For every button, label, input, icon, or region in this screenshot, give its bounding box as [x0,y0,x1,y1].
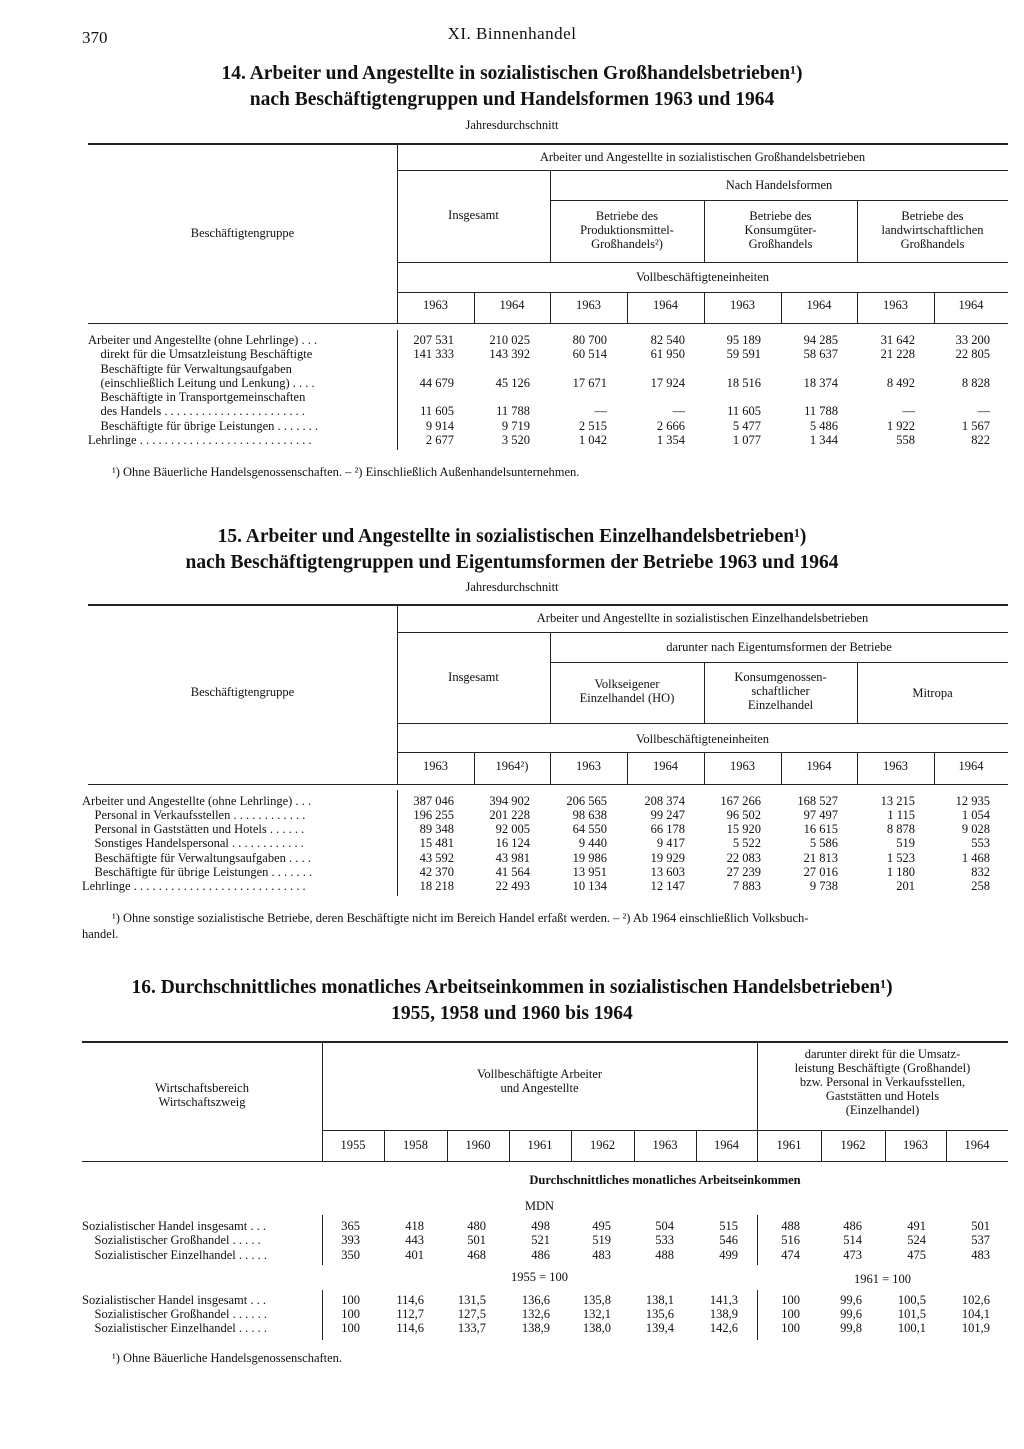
table-cell: 537 [971,1233,990,1247]
table-cell: 99,8 [840,1321,862,1335]
table-cell: 19 986 [572,851,607,865]
year-header: 1963 [903,1138,928,1152]
table-cell: 524 [907,1233,926,1247]
table-cell: — [977,404,990,418]
table-cell: 519 [592,1233,611,1247]
table-cell: 112,7 [396,1307,424,1321]
table-cell: 8 878 [886,822,915,836]
t15-col-konsum: Konsumgenossen- schaftlicher Einzelhandel [734,670,827,712]
year-header: 1961 [776,1138,802,1152]
year-header: 1960 [465,1138,491,1152]
row-label: Sozialistischer Großhandel . . . . . . [82,1307,268,1321]
table-cell: 486 [843,1219,862,1233]
column-rule [447,1130,448,1161]
table-cell: 16 615 [803,822,838,836]
table-cell: — [594,404,607,418]
table-cell: 401 [405,1248,424,1262]
table-cell: 3 520 [501,433,530,447]
t15-col-ho: Volkseigener Einzelhandel (HO) [579,677,675,705]
table-cell: 33 200 [955,333,990,347]
t15-stub-heading: Beschäftigtengruppe [190,685,295,699]
t14-rule [88,323,1008,324]
t14-rule [550,200,1008,201]
table-cell: 207 531 [413,333,454,347]
t16-title-line1: 16. Durchschnittliches monatliches Arbeitseinkommen in sozialistischen Handelsbetrieben¹) [131,977,893,998]
table-cell: 201 228 [489,808,530,822]
table-cell: 100 [341,1293,360,1307]
table-cell: 488 [781,1219,800,1233]
t15-footnote-line1: ¹) Ohne sonstige sozialistische Betriebe, deren Beschäftigte nicht im Bereich Handel erfaßt werden. – ²) Ab 1964 einschließlich Volksbuch- [112,911,809,925]
column-rule [571,1130,572,1161]
year-header: 1963 [883,759,908,773]
t14-rule [397,292,1008,293]
table-cell: 486 [531,1248,550,1262]
year-header: 1964 [964,1138,990,1152]
t16-stub-heading: Wirtschaftsbereich Wirtschaftszweig [155,1081,249,1109]
t15-rule [88,784,1008,785]
table-cell: 558 [896,433,915,447]
column-rule [627,752,628,784]
table-cell: 19 929 [650,851,685,865]
t15-insgesamt-heading: Insgesamt [448,670,499,684]
table-cell: 2 666 [656,419,685,433]
column-rule [934,292,935,323]
column-rule [384,1130,385,1161]
column-rule [704,292,705,323]
table-cell: 138,1 [645,1293,674,1307]
table-cell: 138,0 [582,1321,611,1335]
t16-rule [322,1130,1008,1131]
t14-col-produktionsmittel: Betriebe des Produktionsmittel- Großhandels²) [580,209,674,251]
column-rule [474,752,475,784]
t14-insgesamt-heading: Insgesamt [448,208,499,222]
table-cell: 350 [341,1248,360,1262]
table-cell: 141 333 [413,347,454,361]
table-cell: 133,7 [457,1321,486,1335]
t14-nach-heading: Nach Handelsformen [725,178,833,192]
row-label: Beschäftigte für Verwaltungsaufgaben . . . . [82,851,311,865]
row-label: (einschließlich Leitung und Lenkung) . . . . [88,376,315,390]
table-cell: 143 392 [489,347,530,361]
table-cell: 92 005 [495,822,530,836]
table-cell: 99 247 [650,808,685,822]
column-rule [634,1130,635,1161]
table-cell: 131,5 [457,1293,486,1307]
table-cell: 12 935 [955,794,990,808]
t15-stub-rule [397,604,398,784]
column-rule [857,292,858,323]
t15-unit: Vollbeschäftigteneinheiten [635,732,770,746]
table-cell: 99,6 [840,1307,862,1321]
table-cell: 15 481 [419,836,454,850]
table-cell: 488 [655,1248,674,1262]
year-header: 1963 [576,759,601,773]
table-cell: 1 468 [961,851,990,865]
table-cell: 59 591 [726,347,761,361]
t16-title-line2: 1955, 1958 und 1960 bis 1964 [391,1003,633,1024]
table-cell: 97 497 [803,808,838,822]
table-cell: 2 677 [425,433,454,447]
table-cell: 100,5 [897,1293,926,1307]
year-header: 1964 [806,759,832,773]
table-cell: 18 218 [419,879,454,893]
table-cell: 17 924 [650,376,685,390]
t15-subtitle: Jahresdurchschnitt [465,580,559,594]
year-header: 1964 [958,298,984,312]
row-label: Personal in Verkaufsstellen . . . . . . . . . . . . [82,808,306,822]
table-cell: 1 054 [961,808,990,822]
table-cell: 498 [531,1219,550,1233]
year-header: 1964 [653,298,678,312]
year-header: 1964 [653,759,678,773]
t14-top-rule [88,143,1008,145]
t15-top-heading: Arbeiter und Angestellte in sozialistischen Einzelhandelsbetrieben [536,611,869,625]
table-cell: 100 [341,1321,360,1335]
year-header: 1962 [840,1138,866,1152]
table-cell: 58 637 [803,347,838,361]
table-cell: 473 [843,1248,862,1262]
t14-rule [397,170,1008,171]
table-cell: 27 239 [726,865,761,879]
table-cell: 387 046 [413,794,454,808]
table-cell: 521 [531,1233,550,1247]
column-rule [704,752,705,784]
table-cell: 60 514 [572,347,607,361]
table-cell: 206 565 [566,794,607,808]
table-cell: 5 586 [809,836,838,850]
table-cell: 5 477 [732,419,761,433]
t14-col-landwirtschaft: Betriebe des landwirtschaftlichen Großhandels [881,209,984,251]
table-cell: 13 603 [650,865,685,879]
year-header: 1963 [883,298,908,312]
column-rule [946,1130,947,1161]
running-head: XI. Binnenhandel [447,24,577,43]
column-rule [821,1130,822,1161]
row-label: Sonstiges Handelspersonal . . . . . . . . . . . . [82,836,304,850]
table-cell: 9 417 [656,836,685,850]
table-cell: 43 981 [495,851,530,865]
table-cell: 94 285 [803,333,838,347]
column-rule [757,1130,758,1161]
year-header: 1963 [576,298,601,312]
column-rule [781,752,782,784]
table-cell: 13 951 [572,865,607,879]
table-cell: 89 348 [419,822,454,836]
table-cell: 519 [896,836,915,850]
year-header: 1963 [730,298,755,312]
t15-top-rule [88,604,1008,606]
table-cell: 196 255 [413,808,454,822]
year-header: 1962 [590,1138,615,1152]
t15-rule [397,632,1008,633]
table-cell: 201 [896,879,915,893]
row-label: direkt für die Umsatzleistung Beschäftigte [88,347,313,361]
table-cell: 127,5 [457,1307,486,1321]
table-cell: 114,6 [396,1321,424,1335]
table-cell: 533 [655,1233,674,1247]
table-cell: 210 025 [489,333,530,347]
table-cell: 418 [405,1219,424,1233]
table-cell: 1 567 [961,419,990,433]
table-cell: 474 [781,1248,800,1262]
column-rule [857,752,858,784]
row-label: Sozialistischer Einzelhandel . . . . . [82,1321,268,1335]
page-number: 370 [82,28,108,47]
t15-darunter-heading: darunter nach Eigentumsformen der Betriebe [666,640,892,654]
year-header: 1964 [714,1138,739,1152]
table-cell: 501 [971,1219,990,1233]
table-cell: 501 [467,1233,486,1247]
table-cell: 480 [467,1219,486,1233]
year-header: 1964²) [495,759,529,773]
table-cell: 365 [341,1219,360,1233]
row-label: Beschäftigte in Transportgemeinschaften [88,390,306,404]
table-cell: 1 180 [886,865,915,879]
table-cell: 142,6 [709,1321,738,1335]
table-cell: 27 016 [803,865,838,879]
column-rule [550,752,551,784]
t15-rule [550,662,1008,663]
table-cell: 100,1 [897,1321,926,1335]
table-cell: 515 [719,1219,738,1233]
row-label: Arbeiter und Angestellte (ohne Lehrlinge) . . . [88,333,318,347]
row-label: Beschäftigte für übrige Leistungen . . . . . . . [88,419,319,433]
table-cell: 61 950 [650,347,685,361]
table-cell: 139,4 [645,1321,674,1335]
column-rule [509,1130,510,1161]
table-cell: 21 228 [880,347,915,361]
table-cell: 21 813 [803,851,838,865]
year-header: 1963 [730,759,755,773]
year-header: 1964 [958,759,984,773]
table-cell: 1 922 [886,419,915,433]
row-label: Beschäftigte für Verwaltungsaufgaben [88,362,292,376]
table-cell: 7 883 [732,879,761,893]
table-cell: 96 502 [726,808,761,822]
table-cell: 11 788 [496,404,530,418]
column-rule [550,292,551,323]
t16-rule [82,1161,1008,1162]
table-cell: 101,9 [961,1321,990,1335]
t14-subtitle: Jahresdurchschnitt [465,118,559,132]
table-cell: 136,6 [521,1293,550,1307]
column-rule [934,752,935,784]
table-cell: 13 215 [880,794,915,808]
year-header: 1964 [499,298,525,312]
row-label: Sozialistischer Handel insgesamt . . . [82,1219,266,1233]
table-cell: 135,6 [645,1307,674,1321]
table-cell: 514 [843,1233,862,1247]
table-cell: 104,1 [961,1307,990,1321]
table-cell: 2 515 [578,419,607,433]
t14-title-line2: nach Beschäftigtengruppen und Handelsformen 1963 und 1964 [249,89,775,110]
table-cell: 132,1 [582,1307,611,1321]
t16-footnote: ¹) Ohne Bäuerliche Handelsgenossenschaften. [112,1351,343,1365]
table-cell: 100 [341,1307,360,1321]
table-cell: 135,8 [582,1293,611,1307]
table-cell: 95 189 [726,333,761,347]
table-cell: 499 [719,1248,738,1262]
table-cell: 553 [971,836,990,850]
t15-rule [397,723,1008,724]
table-cell: 475 [907,1248,926,1262]
table-cell: 822 [971,433,990,447]
t16-base-right: 1961 = 100 [853,1272,912,1286]
table-cell: 258 [971,879,990,893]
year-header: 1961 [527,1138,553,1152]
table-cell: — [672,404,685,418]
t14-rule [397,262,1008,263]
table-cell: 9 719 [501,419,530,433]
table-cell: 99,6 [840,1293,862,1307]
table-cell: 9 738 [809,879,838,893]
table-cell: 491 [907,1219,926,1233]
table-cell: 44 679 [419,376,454,390]
table-cell: 18 374 [803,376,838,390]
table-cell: 98 638 [572,808,607,822]
column-rule [474,292,475,323]
table-cell: 8 492 [886,376,915,390]
table-cell: 167 266 [720,794,761,808]
table-cell: 483 [592,1248,611,1262]
table-cell: 9 028 [961,822,990,836]
table-cell: 31 642 [880,333,915,347]
t14-footnote: ¹) Ohne Bäuerliche Handelsgenossenschaften. – ²) Einschließlich Außenhandelsunternehmen. [112,465,580,479]
column-rule [627,292,628,323]
table-cell: 11 605 [727,404,761,418]
table-cell: 132,6 [521,1307,550,1321]
table-cell: 9 440 [578,836,607,850]
t16-right-heading: darunter direkt für die Umsatz- leistung Beschäftigte (Großhandel) bzw. Personal in Verkaufsstellen, Gaststätten und Hotels (Einzelhandel) [794,1047,971,1117]
year-header: 1963 [652,1138,678,1152]
table-cell: 141,3 [709,1293,738,1307]
table-cell: — [902,404,915,418]
t15-col-mitropa: Mitropa [912,686,953,700]
table-cell: 12 147 [650,879,685,893]
row-label: des Handels . . . . . . . . . . . . . . . . . . . . . . . [88,404,305,418]
column-rule [696,1130,697,1161]
table-cell: 208 374 [644,794,685,808]
t14-unit: Vollbeschäftigteneinheiten [635,270,770,284]
table-cell: 483 [971,1248,990,1262]
t16-base-left: 1955 = 100 [510,1270,569,1284]
table-cell: 168 527 [797,794,838,808]
table-cell: 17 671 [572,376,607,390]
t14-top-heading: Arbeiter und Angestellte in sozialistischen Großhandelsbetrieben [539,150,866,164]
table-cell: 82 540 [650,333,685,347]
t15-footnote-line2: handel. [82,927,119,941]
year-header: 1963 [423,298,448,312]
t16-unit: MDN [524,1199,555,1213]
table-cell: 138,9 [521,1321,550,1335]
table-cell: 394 902 [489,794,530,808]
table-cell: 16 124 [495,836,530,850]
t16-top-rule [82,1041,1008,1043]
table-cell: 45 126 [495,376,530,390]
t15-title-line2: nach Beschäftigtengruppen und Eigentumsformen der Betriebe 1963 und 1964 [185,552,839,573]
table-cell: 114,6 [396,1293,424,1307]
row-label: Lehrlinge . . . . . . . . . . . . . . . . . . . . . . . . . . . . [82,879,306,893]
table-cell: 22 083 [726,851,761,865]
year-header: 1958 [403,1138,428,1152]
table-cell: 18 516 [726,376,761,390]
table-cell: 22 805 [955,347,990,361]
year-header: 1964 [806,298,832,312]
row-label: Sozialistischer Handel insgesamt . . . [82,1293,266,1307]
t15-rule [397,752,1008,753]
table-cell: 80 700 [572,333,607,347]
table-cell: 101,5 [897,1307,926,1321]
table-cell: 43 592 [419,851,454,865]
table-cell: 9 914 [425,419,454,433]
table-cell: 393 [341,1233,360,1247]
table-cell: 546 [719,1233,738,1247]
t14-col-konsumgueter: Betriebe des Konsumgüter- Großhandels [744,209,817,251]
column-rule [885,1130,886,1161]
row-label: Lehrlinge . . . . . . . . . . . . . . . . . . . . . . . . . . . . [88,433,312,447]
table-cell: 41 564 [495,865,530,879]
table-cell: 100 [781,1307,800,1321]
t16-left-heading: Vollbeschäftigte Arbeiter und Angestellte [476,1067,603,1095]
row-label: Arbeiter und Angestellte (ohne Lehrlinge) . . . [82,794,312,808]
t16-section-heading: Durchschnittliches monatliches Arbeitseinkommen [529,1173,801,1187]
table-cell: 102,6 [961,1293,990,1307]
table-cell: 1 042 [578,433,607,447]
table-cell: 15 920 [726,822,761,836]
table-cell: 138,9 [709,1307,738,1321]
row-label: Sozialistischer Einzelhandel . . . . . [82,1248,268,1262]
table-cell: 516 [781,1233,800,1247]
table-cell: 1 523 [886,851,915,865]
table-cell: 1 115 [887,808,915,822]
table-cell: 1 344 [809,433,838,447]
t14-stub-heading: Beschäftigtengruppe [190,226,295,240]
table-cell: 495 [592,1219,611,1233]
table-cell: 22 493 [495,879,530,893]
table-cell: 504 [655,1219,674,1233]
row-label: Sozialistischer Großhandel . . . . . [82,1233,261,1247]
table-cell: 1 354 [656,433,685,447]
t14-title-line1: 14. Arbeiter und Angestellte in sozialistischen Großhandelsbetrieben¹) [221,63,803,84]
table-cell: 5 486 [809,419,838,433]
table-cell: 468 [467,1248,486,1262]
table-cell: 8 828 [961,376,990,390]
t15-title-line1: 15. Arbeiter und Angestellte in sozialistischen Einzelhandelsbetrieben¹) [217,526,807,547]
table-cell: 64 550 [572,822,607,836]
table-cell: 443 [405,1233,424,1247]
table-cell: 100 [781,1321,800,1335]
table-cell: 11 605 [420,404,454,418]
table-cell: 100 [781,1293,800,1307]
row-label: Personal in Gaststätten und Hotels . . . . . . [82,822,305,836]
year-header: 1963 [423,759,448,773]
column-rule [781,292,782,323]
table-cell: 11 788 [804,404,838,418]
table-cell: 66 178 [650,822,685,836]
table-cell: 832 [971,865,990,879]
table-cell: 10 134 [572,879,607,893]
year-header: 1955 [340,1138,366,1152]
table-cell: 5 522 [732,836,761,850]
table-cell: 42 370 [419,865,454,879]
row-label: Beschäftigte für übrige Leistungen . . . . . . . [82,865,313,879]
table-cell: 1 077 [732,433,761,447]
